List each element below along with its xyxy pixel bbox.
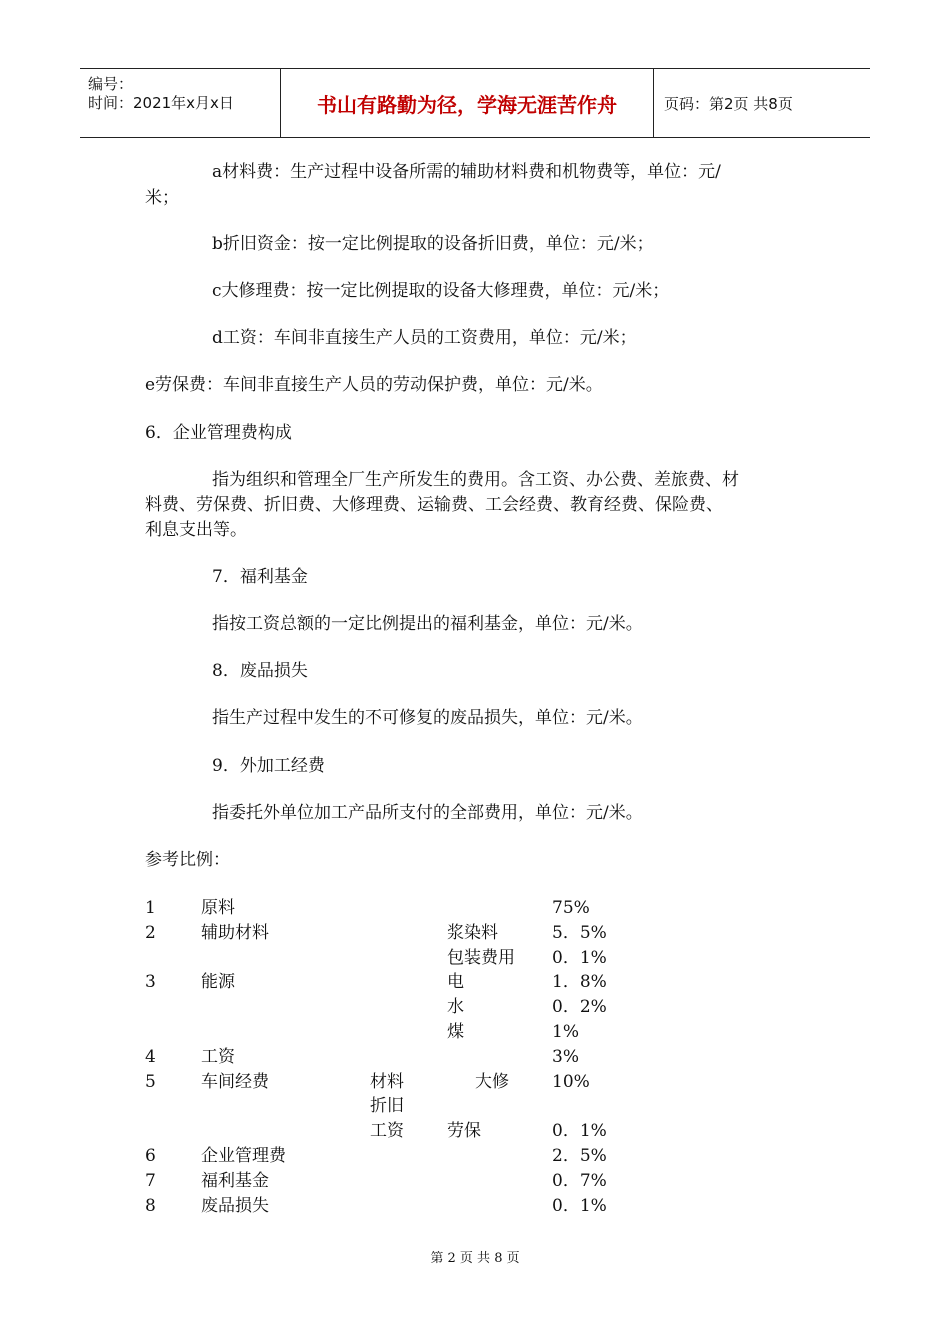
section-6-line3: 利息支出等。 [145,520,247,540]
table-cell-sub2: 大修 [475,1071,509,1092]
table-cell-sub2: 浆染料 [447,922,498,943]
table-cell-pct: 1% [552,1022,579,1042]
table-cell-no: 8 [145,1195,156,1216]
document-date: 时间：2021年x月x日 [88,94,234,112]
table-cell-pct: 1．8% [552,972,607,993]
table-cell-sub2: 煤 [447,1022,464,1042]
section-7-title: 7．福利基金 [212,567,308,587]
table-cell-pct: 0．2% [552,997,607,1018]
section-6-line2: 料费、劳保费、折旧费、大修理费、运输费、工会经费、教育经费、保险费、 [145,495,723,515]
page-header [80,68,870,138]
reference-ratio-title: 参考比例： [145,850,230,870]
section-6-title: 6．企业管理费构成 [145,423,292,443]
header-meta [80,69,281,137]
table-cell-sub2: 劳保 [447,1121,481,1142]
table-cell-no: 3 [145,972,156,993]
paragraph-a-line1: a材料费：生产过程中设备所需的辅助材料费和机物费等，单位：元/ [212,162,721,182]
table-cell-item: 企业管理费 [201,1146,286,1166]
table-cell-pct: 0．1% [552,1195,607,1216]
table-cell-pct: 2．5% [552,1146,607,1166]
table-cell-item: 工资 [201,1046,235,1067]
table-cell-item: 福利基金 [201,1170,269,1191]
page-footer: 第 2 页 共 8 页 [430,1251,520,1266]
table-cell-pct: 0．1% [552,947,607,968]
table-cell-no: 6 [145,1146,156,1166]
section-9-text: 指委托外单位加工产品所支付的全部费用，单位：元/米。 [212,803,643,823]
table-cell-item: 废品损失 [201,1195,269,1216]
table-cell-pct: 5．5% [552,922,607,943]
table-cell-pct: 75% [552,898,590,918]
section-7-text: 指按工资总额的一定比例提出的福利基金，单位：元/米。 [212,614,643,634]
section-8-text: 指生产过程中发生的不可修复的废品损失，单位：元/米。 [212,708,643,728]
paragraph-b: b折旧资金：按一定比例提取的设备折旧费，单位：元/米； [212,234,654,254]
header-page-info: 页码：第2页 共8页 [664,94,793,113]
header-motto: 书山有路勤为径，学海无涯苦作舟 [281,69,654,137]
table-cell-no: 5 [145,1071,156,1092]
table-cell-pct: 0．1% [552,1121,607,1142]
table-cell-item: 车间经费 [201,1071,269,1092]
table-cell-item: 能源 [201,972,235,993]
section-8-title: 8．废品损失 [212,661,308,681]
paragraph-e: e劳保费：车间非直接生产人员的劳动保护费，单位：元/米。 [145,375,603,395]
table-cell-sub2: 水 [447,997,464,1018]
table-cell-no: 7 [145,1170,156,1191]
table-cell-no: 4 [145,1046,156,1067]
table-cell-pct: 3% [552,1046,579,1067]
table-cell-no: 2 [145,922,156,943]
table-cell-item: 原料 [201,898,235,918]
table-cell-sub1: 折旧 [370,1096,404,1117]
table-cell-no: 1 [145,898,156,918]
table-cell-sub1: 材料 [370,1071,404,1092]
table-cell-sub2: 包装费用 [447,947,515,968]
paragraph-d: d工资：车间非直接生产人员的工资费用，单位：元/米； [212,328,637,348]
table-cell-item: 辅助材料 [201,922,269,943]
section-9-title: 9．外加工经费 [212,756,325,776]
table-cell-sub2: 电 [447,972,464,993]
paragraph-a-line2: 米； [145,188,179,208]
document-number-label: 编号： [88,75,134,93]
table-cell-pct: 10% [552,1071,590,1092]
section-6-line1: 指为组织和管理全厂生产所发生的费用。含工资、办公费、差旅费、材 [212,470,739,490]
paragraph-c: c大修理费：按一定比例提取的设备大修理费，单位：元/米； [212,281,670,301]
table-cell-sub1: 工资 [370,1121,404,1142]
table-cell-pct: 0．7% [552,1170,607,1191]
